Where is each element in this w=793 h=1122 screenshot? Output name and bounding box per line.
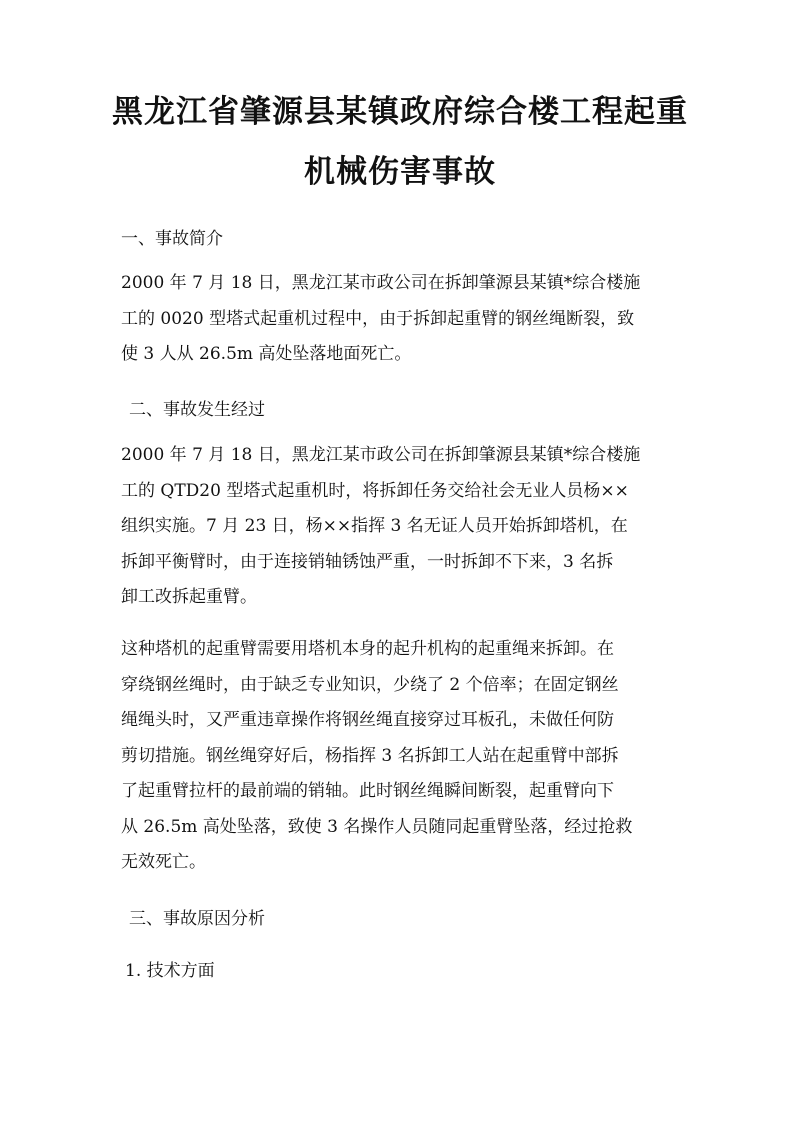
paragraph-line: 2000 年 7 月 18 日，黑龙江某市政公司在拆卸肇源县某镇*综合楼施	[121, 445, 641, 465]
paragraph-line: 绳绳头时，又严重违章操作将钢丝绳直接穿过耳板孔，未做任何防	[121, 710, 614, 730]
paragraph-line: 拆卸平衡臂时，由于连接销轴锈蚀严重，一时拆卸不下来，3 名拆	[121, 551, 614, 572]
paragraph-line: 无效死亡。	[121, 852, 206, 872]
paragraph-line: 使 3 人从 26.5m 高处坠落地面死亡。	[121, 344, 412, 364]
section-3-subheading-1: 1. 技术方面	[125, 961, 215, 981]
paragraph-line: 工的 0020 型塔式起重机过程中，由于拆卸起重臂的钢丝绳断裂，致	[121, 308, 635, 329]
paragraph-line: 穿绕钢丝绳时，由于缺乏专业知识，少绕了 2 个倍率；在固定钢丝	[121, 674, 619, 695]
section-3-heading: 三、事故原因分析	[129, 909, 265, 929]
paragraph-line: 这种塔机的起重臂需要用塔机本身的起升机构的起重绳来拆卸。在	[121, 639, 614, 659]
paragraph-line: 剪切措施。钢丝绳穿好后，杨指挥 3 名拆卸工人站在起重臂中部拆	[121, 745, 619, 766]
paragraph-line: 从 26.5m 高处坠落，致使 3 名操作人员随同起重臂坠落，经过抢救	[121, 816, 633, 837]
section-1-paragraph	[121, 266, 677, 373]
paragraph-line: 组织实施。7 月 23 日，杨××指挥 3 名无证人员开始拆卸塔机，在	[121, 516, 628, 536]
section-2-paragraph-1	[121, 438, 677, 616]
paragraph-line: 2000 年 7 月 18 日，黑龙江某市政公司在拆卸肇源县某镇*综合楼施	[121, 273, 641, 293]
document-title-line-2: 机械伤害事故	[304, 154, 496, 190]
section-2-paragraph-2	[121, 632, 677, 881]
document-title-line-1: 黑龙江省肇源县某镇政府综合楼工程起重	[112, 94, 688, 130]
section-2-heading: 二、事故发生经过	[129, 400, 265, 420]
paragraph-line: 了起重臂拉杆的最前端的销轴。此时钢丝绳瞬间断裂，起重臂向下	[121, 781, 614, 801]
paragraph-line: 工的 QTD20 型塔式起重机时，将拆卸任务交给社会无业人员杨××	[121, 480, 629, 501]
section-1-heading: 一、事故简介	[121, 229, 223, 249]
paragraph-line: 卸工改拆起重臂。	[121, 587, 257, 607]
